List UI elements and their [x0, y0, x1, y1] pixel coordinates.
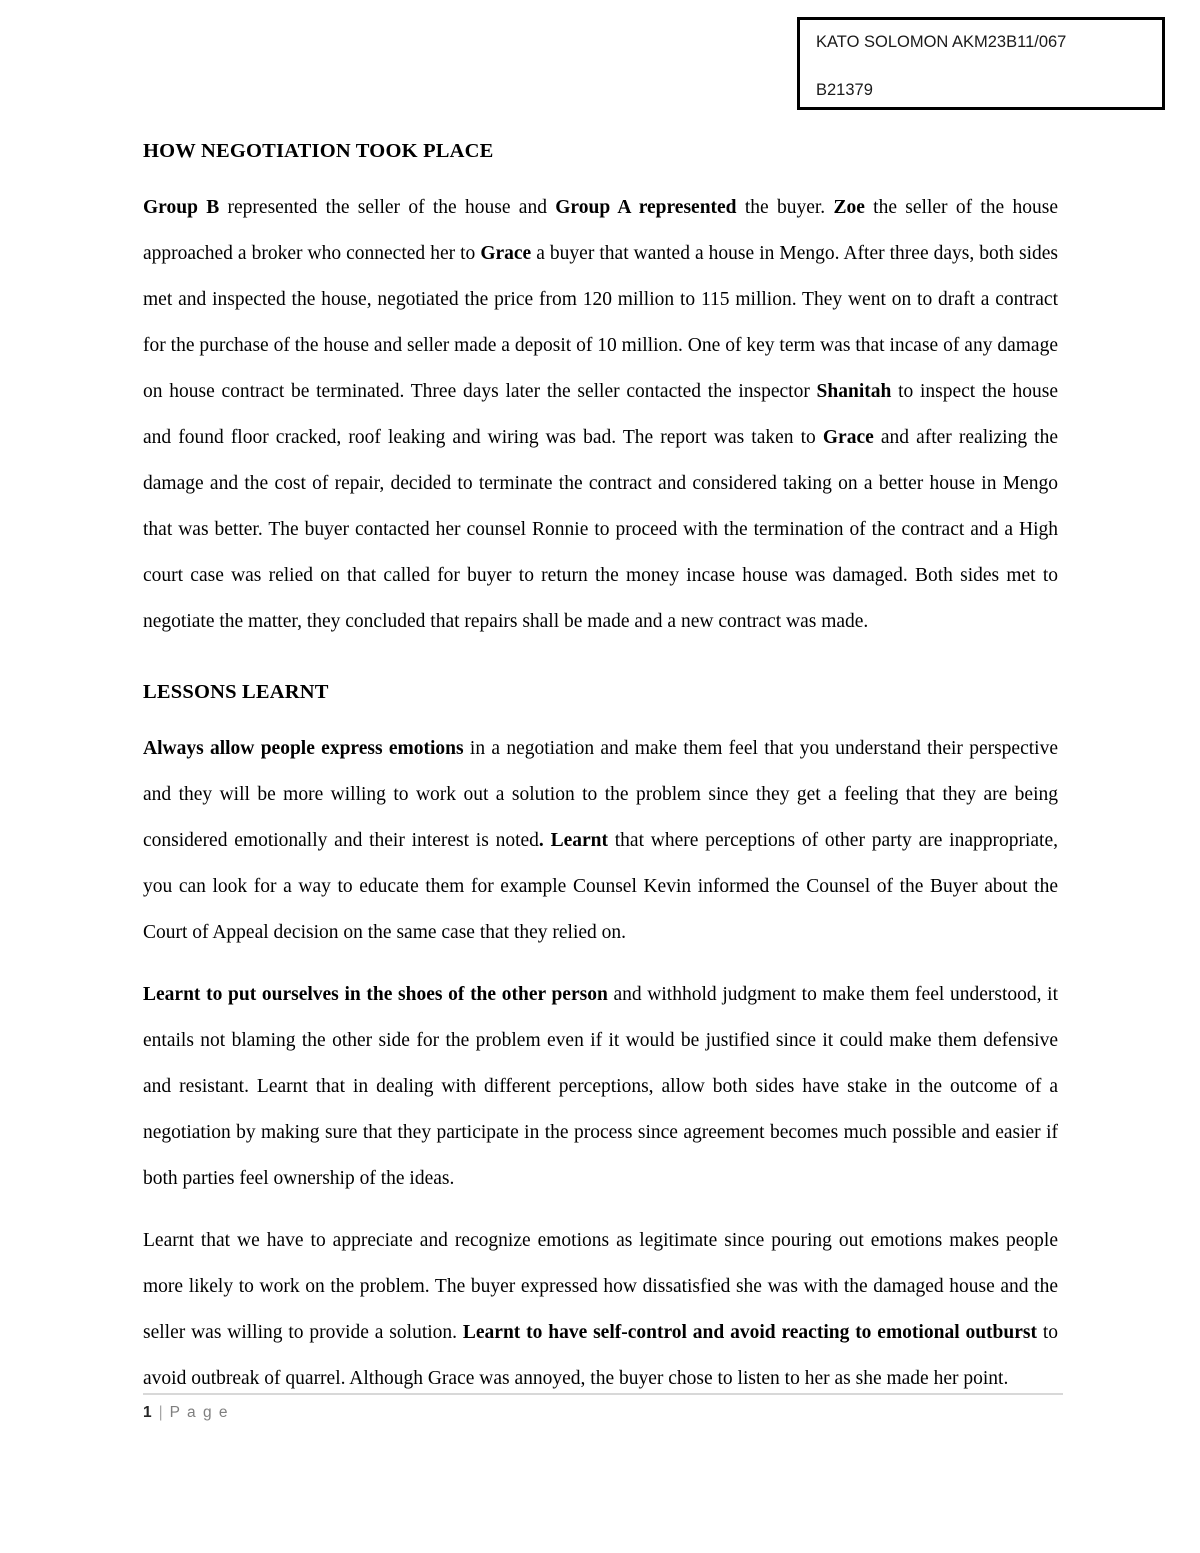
paragraph-lesson-emotions: Always allow people express emotions in a negotiation and make them feel that you understand their perspective and they will be more willing to work out a solution to the problem since they get a feeling that they are being considered emotionally and their interest is noted. Learnt that where perceptions of other party are inappropriate, you can look for a way to educate them for example Counsel Kevin informed the Counsel of the Buyer about the Court of Appeal decision on the same case that they relied on. [143, 738, 1058, 943]
footer-separator-bar: | [158, 1404, 163, 1421]
page-footer [143, 1393, 1063, 1422]
section-heading-lessons-learnt: LESSONS LEARNT [143, 681, 329, 703]
paragraph-lesson-shoes-of-other-person: Learnt to put ourselves in the shoes of the other person and withhold judgment to make them feel understood, it entails not blaming the other side for the problem even if it would be justified since it could make them defensive and resistant. Learnt that in dealing with different perceptions, allow both sides have stake in the outcome of a negotiation by making sure that they participate in the process since agreement becomes much possible and easier if both parties feel ownership of the ideas. [143, 984, 1058, 1189]
paragraph-lesson-self-control: Learnt that we have to appreciate and recognize emotions as legitimate since pouring out emotions makes people more likely to work on the problem. The buyer expressed how dissatisfied she was with the damaged house and the seller was willing to provide a solution. Learnt to have self-control and avoid reacting to emotional outburst to avoid outbreak of quarrel. Although Grace was annoyed, the buyer chose to listen to her as she made her point. [143, 1230, 1059, 1389]
footer-page-indicator [143, 1404, 1063, 1422]
footer-divider [143, 1393, 1063, 1395]
student-name-id: KATO SOLOMON AKM23B11/067 [816, 33, 1067, 51]
paragraph-negotiation-narrative: Group B represented the seller of the house and Group A represented the buyer. Zoe the seller of the house approached a broker who connected her to Grace a buyer that wanted a house in Mengo. After three days, both sides met and inspected the house, negotiated the price from 120 million to 115 million. They went on to draft a contract for the purchase of the house and seller made a deposit of 10 million. One of key term was that incase of any damage on house contract be terminated. Three days later the seller contacted the inspector Shanitah to inspect the house and found floor cracked, roof leaking and wiring was bad. The report was taken to Grace and after realizing the damage and the cost of repair, decided to terminate the contract and considered taking on a better house in Mengo that was better. The buyer contacted her counsel Ronnie to proceed with the termination of the contract and a High court case was relied on that called for buyer to return the money incase house was damaged. Both sides met to negotiate the matter, they concluded that repairs shall be made and a new contract was made. [143, 197, 1059, 632]
document-body [143, 0, 1058, 1402]
student-reg-number: B21379 [816, 81, 873, 99]
section-heading-how-negotiation-took-place: HOW NEGOTIATION TOOK PLACE [143, 140, 494, 162]
footer-page-label: P a g e [169, 1404, 229, 1421]
footer-page-number: 1 [143, 1404, 152, 1421]
